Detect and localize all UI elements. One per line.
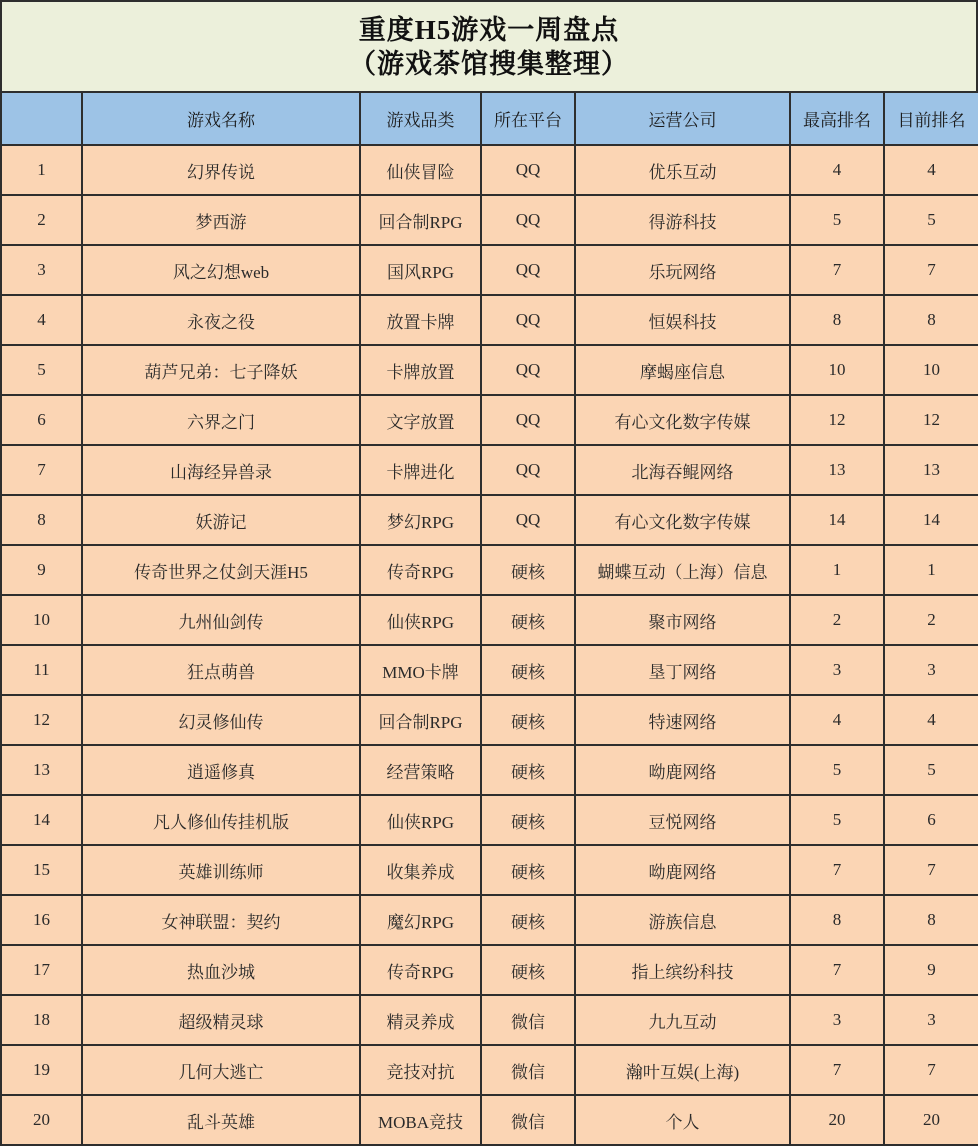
cell-company: 得游科技 <box>575 195 790 245</box>
cell-game-name: 梦西游 <box>82 195 360 245</box>
cell-current-rank: 10 <box>884 345 978 395</box>
cell-company: 优乐互动 <box>575 145 790 195</box>
cell-platform: QQ <box>481 495 575 545</box>
cell-current-rank: 20 <box>884 1095 978 1145</box>
cell-current-rank: 3 <box>884 645 978 695</box>
cell-row-index: 2 <box>1 195 82 245</box>
cell-game-category: 回合制RPG <box>360 195 481 245</box>
column-header-company: 运营公司 <box>575 92 790 145</box>
cell-current-rank: 5 <box>884 195 978 245</box>
cell-game-category: 仙侠冒险 <box>360 145 481 195</box>
table-row <box>1 645 978 695</box>
cell-company: 指上缤纷科技 <box>575 945 790 995</box>
cell-row-index: 3 <box>1 245 82 295</box>
cell-game-category: 梦幻RPG <box>360 495 481 545</box>
cell-game-name: 凡人修仙传挂机版 <box>82 795 360 845</box>
table-row <box>1 395 978 445</box>
cell-company: 九九互动 <box>575 995 790 1045</box>
cell-highest-rank: 4 <box>790 145 884 195</box>
cell-current-rank: 6 <box>884 795 978 845</box>
cell-game-category: 传奇RPG <box>360 545 481 595</box>
cell-game-name: 山海经异兽录 <box>82 445 360 495</box>
cell-game-name: 永夜之役 <box>82 295 360 345</box>
cell-platform: 硬核 <box>481 845 575 895</box>
cell-game-name: 狂点萌兽 <box>82 645 360 695</box>
cell-row-index: 15 <box>1 845 82 895</box>
table-row <box>1 195 978 245</box>
cell-game-category: MOBA竞技 <box>360 1095 481 1145</box>
games-ranking-table <box>0 91 978 1146</box>
column-header-category: 游戏品类 <box>360 92 481 145</box>
cell-game-category: 卡牌放置 <box>360 345 481 395</box>
cell-platform: QQ <box>481 395 575 445</box>
table-body <box>1 145 978 1145</box>
cell-game-name: 幻界传说 <box>82 145 360 195</box>
cell-highest-rank: 3 <box>790 995 884 1045</box>
table-row <box>1 695 978 745</box>
table-row <box>1 995 978 1045</box>
table-row <box>1 545 978 595</box>
cell-current-rank: 12 <box>884 395 978 445</box>
cell-game-category: MMO卡牌 <box>360 645 481 695</box>
cell-game-name: 超级精灵球 <box>82 995 360 1045</box>
report-title-line-2: （游戏茶馆搜集整理） <box>349 48 629 79</box>
cell-company: 呦鹿网络 <box>575 845 790 895</box>
cell-highest-rank: 4 <box>790 695 884 745</box>
cell-platform: 微信 <box>481 1095 575 1145</box>
column-header-highest-rank: 最高排名 <box>790 92 884 145</box>
cell-game-category: 魔幻RPG <box>360 895 481 945</box>
cell-platform: 微信 <box>481 995 575 1045</box>
cell-game-category: 仙侠RPG <box>360 595 481 645</box>
cell-highest-rank: 5 <box>790 745 884 795</box>
cell-highest-rank: 13 <box>790 445 884 495</box>
cell-game-category: 传奇RPG <box>360 945 481 995</box>
cell-company: 恒娱科技 <box>575 295 790 345</box>
cell-company: 乐玩网络 <box>575 245 790 295</box>
cell-row-index: 12 <box>1 695 82 745</box>
cell-game-name: 几何大逃亡 <box>82 1045 360 1095</box>
cell-company: 蝴蝶互动（上海）信息 <box>575 545 790 595</box>
cell-game-category: 文字放置 <box>360 395 481 445</box>
cell-row-index: 14 <box>1 795 82 845</box>
cell-game-category: 经营策略 <box>360 745 481 795</box>
cell-company: 聚市网络 <box>575 595 790 645</box>
table-row <box>1 795 978 845</box>
cell-row-index: 10 <box>1 595 82 645</box>
cell-platform: 微信 <box>481 1045 575 1095</box>
cell-row-index: 8 <box>1 495 82 545</box>
cell-highest-rank: 7 <box>790 245 884 295</box>
cell-platform: QQ <box>481 145 575 195</box>
cell-game-name: 女神联盟：契约 <box>82 895 360 945</box>
cell-row-index: 1 <box>1 145 82 195</box>
column-header-platform: 所在平台 <box>481 92 575 145</box>
column-header-game-name: 游戏名称 <box>82 92 360 145</box>
cell-platform: 硬核 <box>481 595 575 645</box>
cell-company: 瀚叶互娱(上海) <box>575 1045 790 1095</box>
cell-highest-rank: 8 <box>790 895 884 945</box>
table-row <box>1 845 978 895</box>
cell-game-category: 收集养成 <box>360 845 481 895</box>
cell-platform: 硬核 <box>481 545 575 595</box>
cell-game-name: 逍遥修真 <box>82 745 360 795</box>
cell-row-index: 4 <box>1 295 82 345</box>
cell-highest-rank: 10 <box>790 345 884 395</box>
cell-game-name: 六界之门 <box>82 395 360 445</box>
cell-platform: 硬核 <box>481 945 575 995</box>
cell-highest-rank: 5 <box>790 795 884 845</box>
cell-row-index: 6 <box>1 395 82 445</box>
cell-platform: QQ <box>481 245 575 295</box>
cell-company: 摩蝎座信息 <box>575 345 790 395</box>
cell-highest-rank: 7 <box>790 945 884 995</box>
cell-company: 游族信息 <box>575 895 790 945</box>
table-row <box>1 145 978 195</box>
cell-current-rank: 8 <box>884 895 978 945</box>
table-row <box>1 1045 978 1095</box>
table-row <box>1 1095 978 1145</box>
cell-row-index: 19 <box>1 1045 82 1095</box>
table-row <box>1 345 978 395</box>
table-row <box>1 495 978 545</box>
cell-platform: 硬核 <box>481 645 575 695</box>
cell-current-rank: 4 <box>884 695 978 745</box>
cell-current-rank: 3 <box>884 995 978 1045</box>
cell-row-index: 18 <box>1 995 82 1045</box>
cell-game-name: 九州仙剑传 <box>82 595 360 645</box>
cell-current-rank: 8 <box>884 295 978 345</box>
cell-game-name: 妖游记 <box>82 495 360 545</box>
cell-highest-rank: 5 <box>790 195 884 245</box>
cell-highest-rank: 7 <box>790 1045 884 1095</box>
cell-game-category: 仙侠RPG <box>360 795 481 845</box>
cell-row-index: 9 <box>1 545 82 595</box>
cell-row-index: 13 <box>1 745 82 795</box>
cell-game-name: 热血沙城 <box>82 945 360 995</box>
cell-highest-rank: 14 <box>790 495 884 545</box>
cell-game-category: 竞技对抗 <box>360 1045 481 1095</box>
cell-row-index: 11 <box>1 645 82 695</box>
cell-game-category: 卡牌进化 <box>360 445 481 495</box>
cell-game-category: 精灵养成 <box>360 995 481 1045</box>
cell-current-rank: 5 <box>884 745 978 795</box>
cell-game-category: 回合制RPG <box>360 695 481 745</box>
cell-platform: 硬核 <box>481 895 575 945</box>
cell-company: 有心文化数字传媒 <box>575 395 790 445</box>
cell-game-name: 传奇世界之仗剑天涯H5 <box>82 545 360 595</box>
cell-current-rank: 14 <box>884 495 978 545</box>
cell-game-name: 幻灵修仙传 <box>82 695 360 745</box>
cell-current-rank: 7 <box>884 845 978 895</box>
cell-highest-rank: 20 <box>790 1095 884 1145</box>
cell-company: 北海吞鲲网络 <box>575 445 790 495</box>
table-row <box>1 445 978 495</box>
table-row <box>1 945 978 995</box>
cell-platform: QQ <box>481 345 575 395</box>
column-header-current-rank: 目前排名 <box>884 92 978 145</box>
cell-company: 呦鹿网络 <box>575 745 790 795</box>
cell-company: 豆悦网络 <box>575 795 790 845</box>
cell-platform: QQ <box>481 445 575 495</box>
cell-game-name: 乱斗英雄 <box>82 1095 360 1145</box>
cell-current-rank: 9 <box>884 945 978 995</box>
cell-row-index: 20 <box>1 1095 82 1145</box>
cell-company: 垦丁网络 <box>575 645 790 695</box>
table-row <box>1 595 978 645</box>
cell-company: 特速网络 <box>575 695 790 745</box>
cell-platform: 硬核 <box>481 745 575 795</box>
cell-game-name: 风之幻想web <box>82 245 360 295</box>
table-header-row <box>1 92 978 145</box>
cell-row-index: 16 <box>1 895 82 945</box>
table-row <box>1 895 978 945</box>
cell-game-category: 国风RPG <box>360 245 481 295</box>
cell-current-rank: 2 <box>884 595 978 645</box>
cell-company: 个人 <box>575 1095 790 1145</box>
table-row <box>1 245 978 295</box>
cell-platform: QQ <box>481 195 575 245</box>
cell-highest-rank: 7 <box>790 845 884 895</box>
cell-row-index: 17 <box>1 945 82 995</box>
column-header-index <box>1 92 82 145</box>
cell-platform: 硬核 <box>481 695 575 745</box>
table-row <box>1 295 978 345</box>
cell-highest-rank: 2 <box>790 595 884 645</box>
cell-current-rank: 4 <box>884 145 978 195</box>
report-title-line-1: 重度H5游戏一周盘点 <box>358 14 620 45</box>
cell-current-rank: 7 <box>884 1045 978 1095</box>
cell-highest-rank: 12 <box>790 395 884 445</box>
cell-company: 有心文化数字传媒 <box>575 495 790 545</box>
cell-highest-rank: 1 <box>790 545 884 595</box>
report-title-block <box>0 0 978 91</box>
cell-platform: QQ <box>481 295 575 345</box>
table-row <box>1 745 978 795</box>
cell-platform: 硬核 <box>481 795 575 845</box>
cell-current-rank: 7 <box>884 245 978 295</box>
cell-highest-rank: 3 <box>790 645 884 695</box>
cell-game-category: 放置卡牌 <box>360 295 481 345</box>
cell-row-index: 7 <box>1 445 82 495</box>
cell-row-index: 5 <box>1 345 82 395</box>
cell-game-name: 葫芦兄弟：七子降妖 <box>82 345 360 395</box>
cell-current-rank: 13 <box>884 445 978 495</box>
cell-highest-rank: 8 <box>790 295 884 345</box>
cell-game-name: 英雄训练师 <box>82 845 360 895</box>
cell-current-rank: 1 <box>884 545 978 595</box>
